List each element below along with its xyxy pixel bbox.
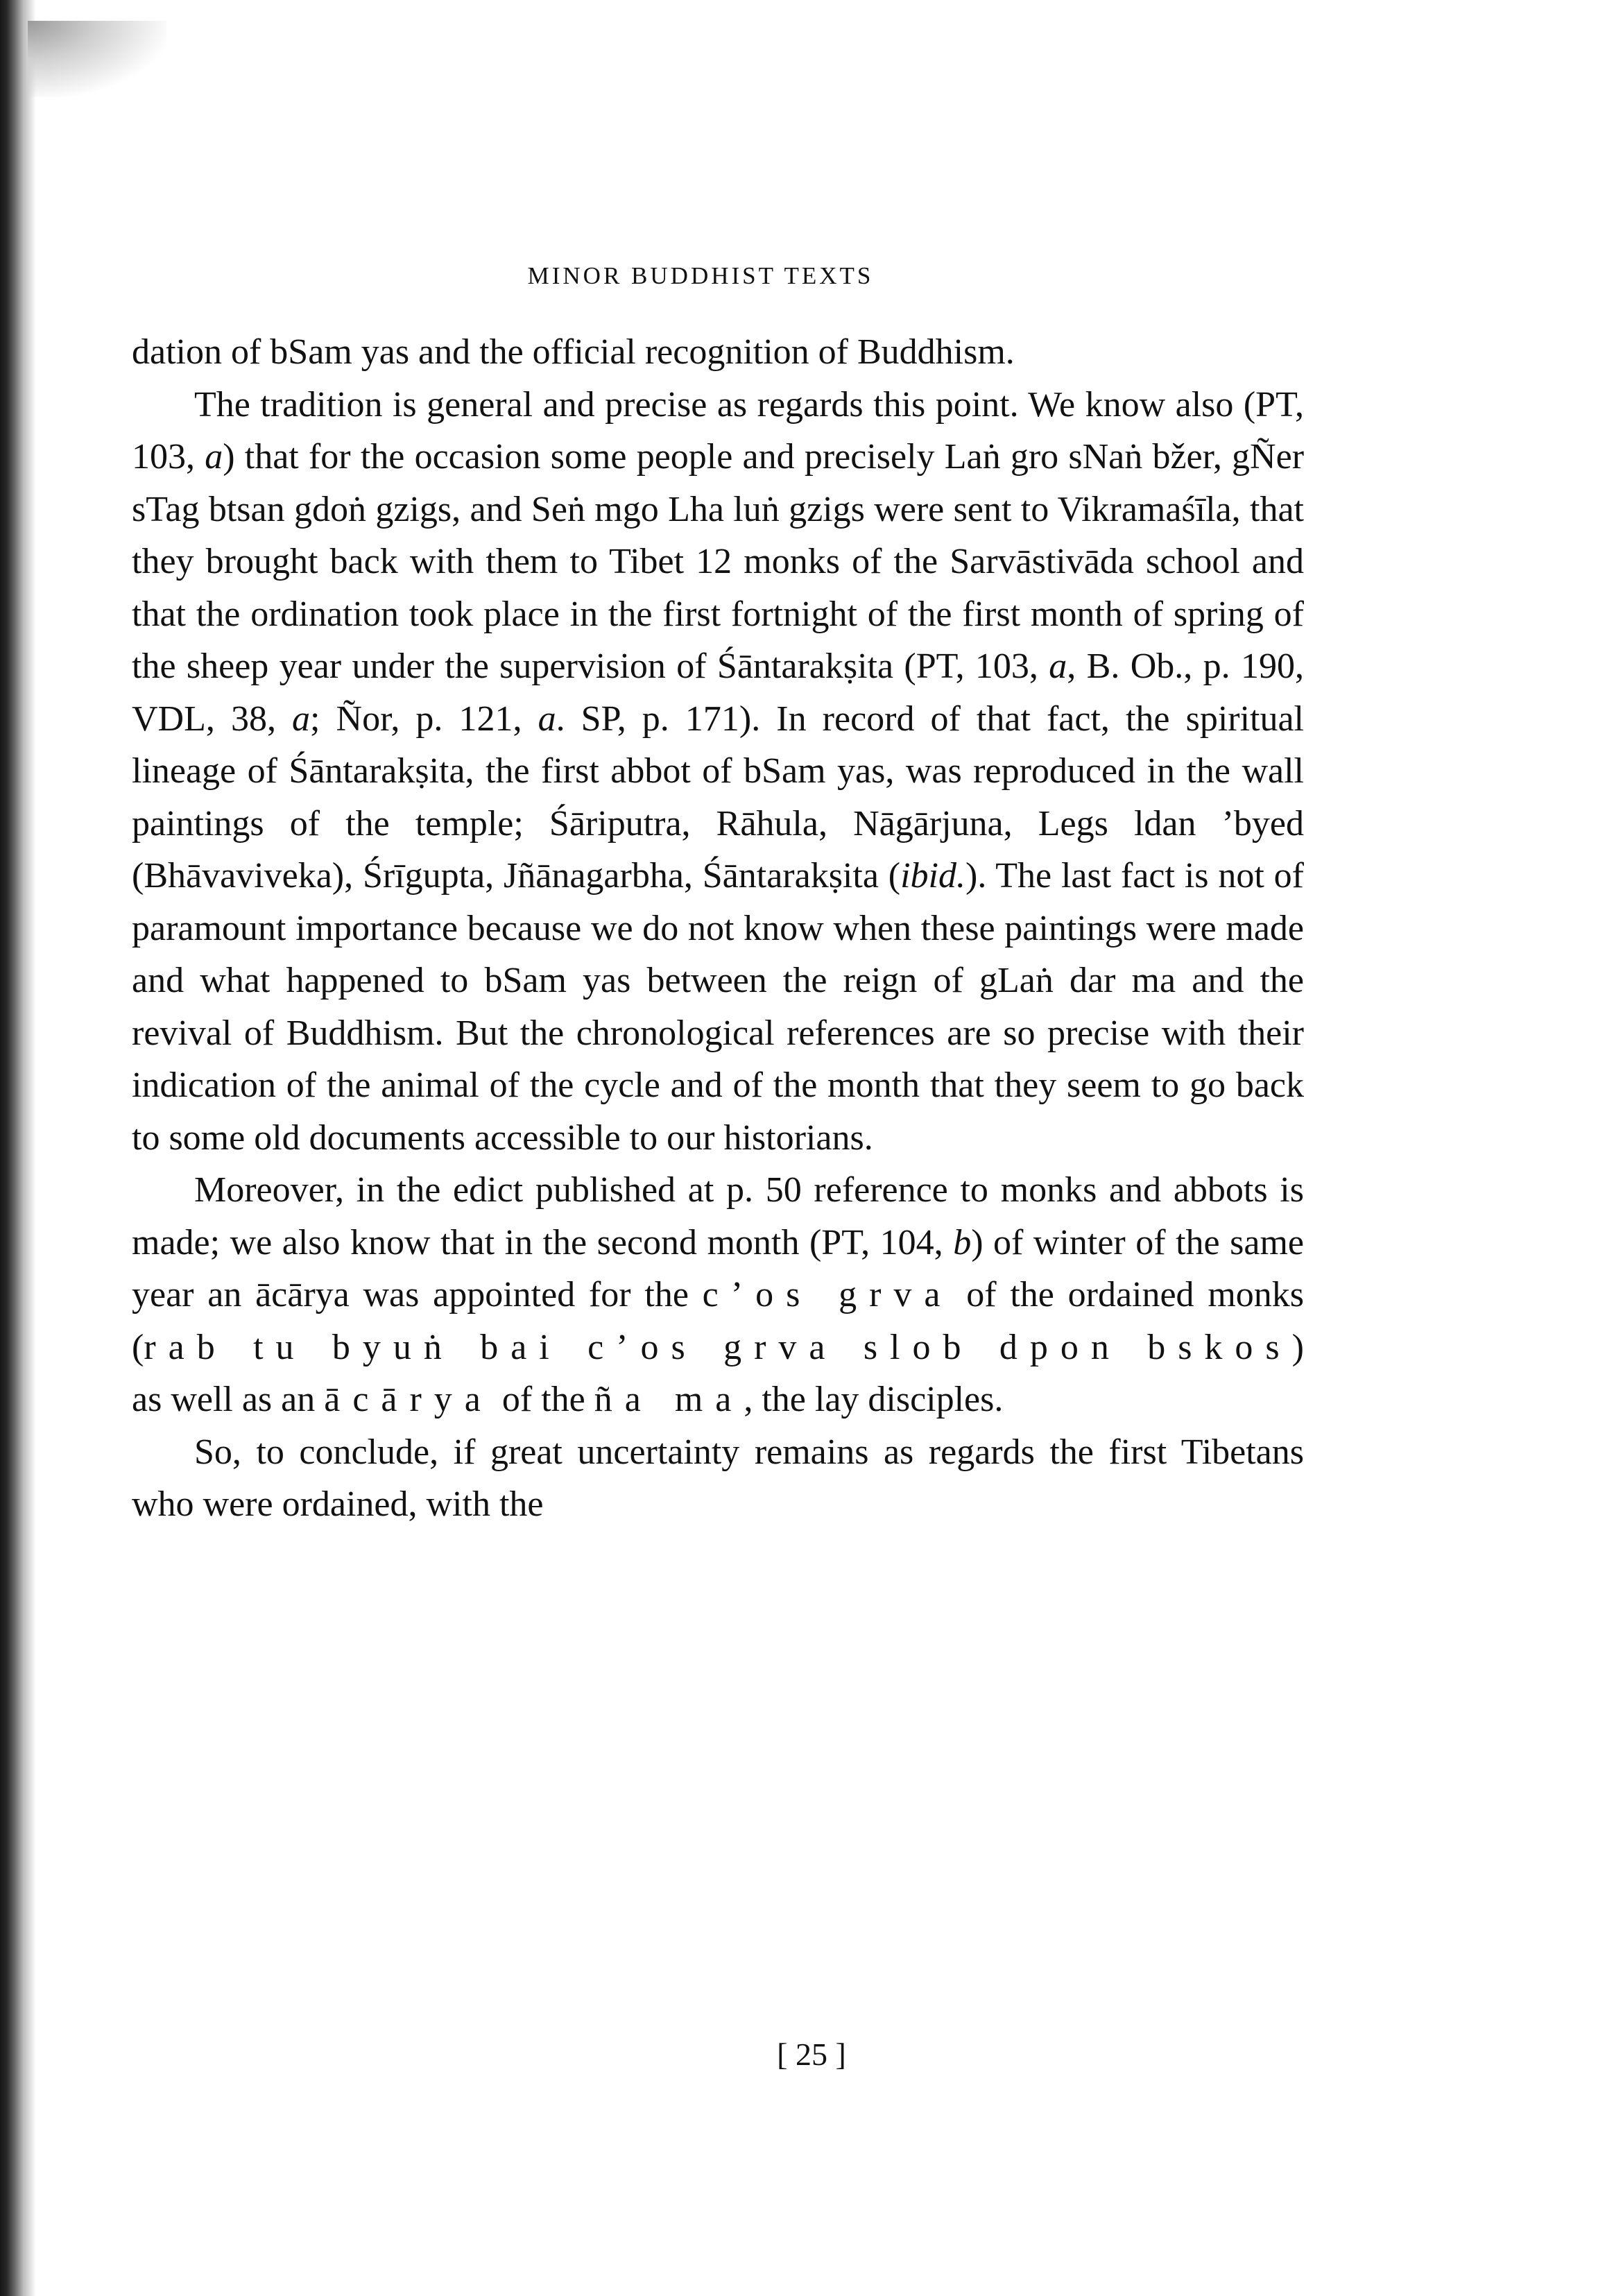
- text-run: , B. Ob., p. 190, VDL, 38,: [132, 646, 1304, 739]
- scan-left-edge: [0, 0, 36, 2296]
- text-run: . SP, p. 171). In record of that fact, the spiritual lineage of Śāntarakṣita, the first abbot of bSam yas, was reproduced in the wall paintings of the temple; Śāriputra, Rāhula, Nāgārjuna, Legs ldan ’byed (Bhāvaviveka), Śrīgupta, Jñānagarbha, Śāntarakṣita (: [132, 699, 1305, 896]
- running-head: MINOR BUDDHIST TEXTS: [527, 262, 874, 289]
- text-run: of the ordained monks (: [132, 1275, 1305, 1367]
- text-run: , the lay disciples.: [744, 1380, 1004, 1419]
- text-run: ) as well as an: [132, 1327, 1304, 1419]
- spaced-term: rab tu byuṅ bai c’os grva slob dpon bskos: [144, 1327, 1292, 1367]
- italic-text: ibid.: [900, 856, 965, 896]
- text-run: So, to conclude, if great uncertainty remains as regards the first Tibetans who were ordained, with the: [132, 1432, 1304, 1524]
- text-run: dation of bSam yas and the official recognition of Buddhism.: [132, 332, 1015, 372]
- page-number: [ 25 ]: [777, 2037, 846, 2072]
- body-text: [132, 326, 1304, 1531]
- text-run: ; Ñor, p. 121,: [310, 699, 538, 739]
- italic-text: a: [205, 437, 223, 477]
- italic-text: a: [292, 699, 311, 739]
- paragraph: [132, 1426, 1304, 1531]
- spaced-term: ācārya: [324, 1380, 493, 1419]
- text-run: ) of winter of the same year an ācārya was appointed for the: [132, 1222, 1304, 1314]
- scan-corner-shadow: [28, 21, 166, 97]
- italic-text: a: [538, 699, 556, 739]
- text-run: of the: [492, 1380, 594, 1419]
- text-run: ) that for the occasion some people and precisely Laṅ gro sNaṅ bžer, gÑer sTag btsan gdoṅ gzigs, and Seṅ mgo Lha luṅ gzigs were sent to Vikramaśīla, that they brought back with them to Tibet 12 monks of the Sarvāstivāda school and that the ordination took place in the first fortnight of the first month of spring of the sheep year under the supervision of Śāntarakṣita (PT, 103,: [132, 437, 1305, 686]
- paragraph: [132, 379, 1304, 1165]
- paragraph: [132, 326, 1304, 379]
- text-run: ). The last fact is not of paramount importance because we do not know when these paintings were made and what happened to bSam yas between the reign of gLaṅ dar ma and the revival of Buddhism. But the chronological references are so precise with their indication of the animal of the cycle and of the month that they seem to go back to some old documents accessible to our historians.: [132, 856, 1304, 1158]
- spaced-term: c’os grva: [702, 1275, 953, 1314]
- italic-text: a: [1049, 646, 1067, 686]
- italic-text: b: [953, 1222, 972, 1262]
- paragraph: [132, 1164, 1304, 1426]
- spaced-term: ña ma: [594, 1380, 744, 1419]
- text-run: Moreover, in the edict published at p. 50 reference to monks and abbots is made; we also know that in the second month (PT, 104,: [132, 1170, 1304, 1262]
- text-run: The tradition is general and precise as regards this point. We know also (PT, 103,: [132, 384, 1304, 477]
